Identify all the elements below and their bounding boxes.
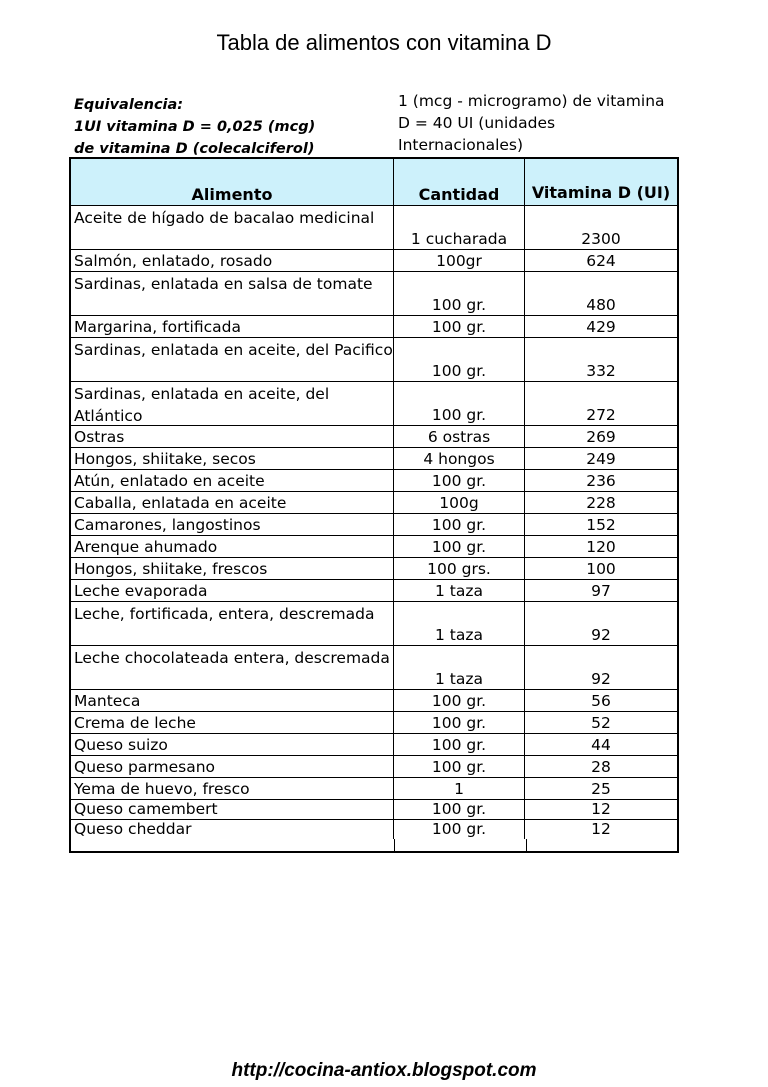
- table-row: [71, 733, 677, 755]
- vitamin-d-value: 120: [586, 538, 616, 556]
- quantity: 100 gr.: [394, 800, 525, 819]
- table-row: [71, 799, 677, 819]
- quantity: 100 gr.: [394, 470, 525, 491]
- table-row: [71, 447, 677, 469]
- food-name: Sardinas, enlatada en salsa de tomate: [71, 272, 394, 315]
- food-name: Ostras: [71, 426, 394, 447]
- vitamin-d-table: [69, 157, 679, 853]
- quantity: 1 taza: [394, 646, 525, 689]
- food-name: Camarones, langostinos: [71, 514, 394, 535]
- vitamin-d-value: 52: [591, 714, 611, 732]
- food-name: Hongos, shiitake, secos: [71, 448, 394, 469]
- vitamin-d-value: 56: [591, 692, 611, 710]
- table-row: [71, 249, 677, 271]
- equivalence-block: [74, 94, 394, 160]
- table-row: [71, 271, 677, 315]
- table-row: [71, 491, 677, 513]
- vitamin-d-value: 25: [591, 780, 611, 798]
- quantity: 100gr: [394, 250, 525, 271]
- vitamin-d-value: 480: [586, 296, 616, 314]
- table-bottom-spacer: [71, 839, 677, 851]
- table-row: [71, 535, 677, 557]
- quantity: 100 gr.: [394, 514, 525, 535]
- quantity: 1 cucharada: [394, 206, 525, 249]
- food-name: Sardinas, enlatada en aceite, del Pacifico: [71, 338, 394, 381]
- vitamin-d-value: 152: [586, 516, 616, 534]
- table-row: [71, 755, 677, 777]
- quantity: 100 gr.: [394, 734, 525, 755]
- food-name: Queso camembert: [71, 800, 394, 819]
- table-row: [71, 205, 677, 249]
- quantity: 1: [394, 778, 525, 799]
- header-food: Alimento: [71, 159, 394, 205]
- food-name: Leche, fortificada, entera, descremada: [71, 602, 394, 645]
- equivalence-formula-unit: de vitamina D (colecalciferol): [74, 141, 315, 157]
- vitamin-d-value: 92: [591, 670, 611, 688]
- source-url: http://cocina-antiox.blogspot.com: [231, 1060, 537, 1081]
- vitamin-d-value: 100: [586, 560, 616, 578]
- quantity: 100 gr.: [394, 338, 525, 381]
- table-header-row: [71, 159, 677, 205]
- quantity: 100 gr.: [394, 272, 525, 315]
- table-row: [71, 689, 677, 711]
- food-name: Sardinas, enlatada en aceite, del Atlántico: [71, 382, 394, 425]
- quantity: 100 gr.: [394, 316, 525, 337]
- food-name: Margarina, fortificada: [71, 316, 394, 337]
- table-row: [71, 557, 677, 579]
- vitamin-d-value: 97: [591, 582, 611, 600]
- table-row: [71, 337, 677, 381]
- header-quantity: Cantidad: [394, 159, 525, 205]
- table-row: [71, 469, 677, 491]
- vitamin-d-value: 624: [586, 252, 616, 270]
- table-row: [71, 579, 677, 601]
- page-title: Tabla de alimentos con vitamina D: [216, 30, 552, 55]
- food-name: Queso cheddar: [71, 820, 394, 839]
- table-row: [71, 425, 677, 447]
- vitamin-d-value: 236: [586, 472, 616, 490]
- vitamin-d-value: 269: [586, 428, 616, 446]
- quantity: 100 gr.: [394, 690, 525, 711]
- vitamin-d-value: 92: [591, 626, 611, 644]
- vitamin-d-value: 28: [591, 758, 611, 776]
- quantity: 100 gr.: [394, 820, 525, 839]
- vitamin-d-value: 44: [591, 736, 611, 754]
- food-name: Aceite de hígado de bacalao medicinal: [71, 206, 394, 249]
- table-row: [71, 513, 677, 535]
- quantity: 100 grs.: [394, 558, 525, 579]
- food-name: Caballa, enlatada en aceite: [71, 492, 394, 513]
- quantity: 100 gr.: [394, 756, 525, 777]
- food-name: Manteca: [71, 690, 394, 711]
- header-vitamin-d: Vitamina D (UI): [531, 183, 671, 202]
- food-name: Hongos, shiitake, frescos: [71, 558, 394, 579]
- quantity: 100g: [394, 492, 525, 513]
- table-row: [71, 381, 677, 425]
- table-row: [71, 711, 677, 733]
- quantity: 100 gr.: [394, 712, 525, 733]
- vitamin-d-value: 2300: [581, 230, 621, 248]
- quantity: 100 gr.: [394, 382, 525, 425]
- food-name: Leche chocolateada entera, descremada: [71, 646, 394, 689]
- quantity: 1 taza: [394, 602, 525, 645]
- vitamin-d-value: 12: [591, 820, 611, 838]
- vitamin-d-value: 249: [586, 450, 616, 468]
- table-row: [71, 601, 677, 645]
- table-row: [71, 777, 677, 799]
- equivalence-formula: 1UI vitamina D = 0,025 (mcg): [74, 119, 316, 135]
- table-row: [71, 819, 677, 839]
- food-name: Arenque ahumado: [71, 536, 394, 557]
- vitamin-d-value: 332: [586, 362, 616, 380]
- food-name: Atún, enlatado en aceite: [71, 470, 394, 491]
- vitamin-d-value: 429: [586, 318, 616, 336]
- quantity: 4 hongos: [394, 448, 525, 469]
- food-name: Crema de leche: [71, 712, 394, 733]
- quantity: 1 taza: [394, 580, 525, 601]
- vitamin-d-value: 272: [586, 406, 616, 424]
- conversion-note: 1 (mcg - microgramo) de vitamina D = 40 UI (unidades Internacionales): [398, 92, 665, 154]
- food-name: Yema de huevo, fresco: [71, 778, 394, 799]
- table-row: [71, 645, 677, 689]
- quantity: 6 ostras: [394, 426, 525, 447]
- food-name: Queso parmesano: [71, 756, 394, 777]
- food-name: Queso suizo: [71, 734, 394, 755]
- equivalence-label: Equivalencia:: [74, 97, 184, 113]
- table-row: [71, 315, 677, 337]
- food-name: Salmón, enlatado, rosado: [71, 250, 394, 271]
- quantity: 100 gr.: [394, 536, 525, 557]
- vitamin-d-value: 228: [586, 494, 616, 512]
- food-name: Leche evaporada: [71, 580, 394, 601]
- vitamin-d-value: 12: [591, 800, 611, 818]
